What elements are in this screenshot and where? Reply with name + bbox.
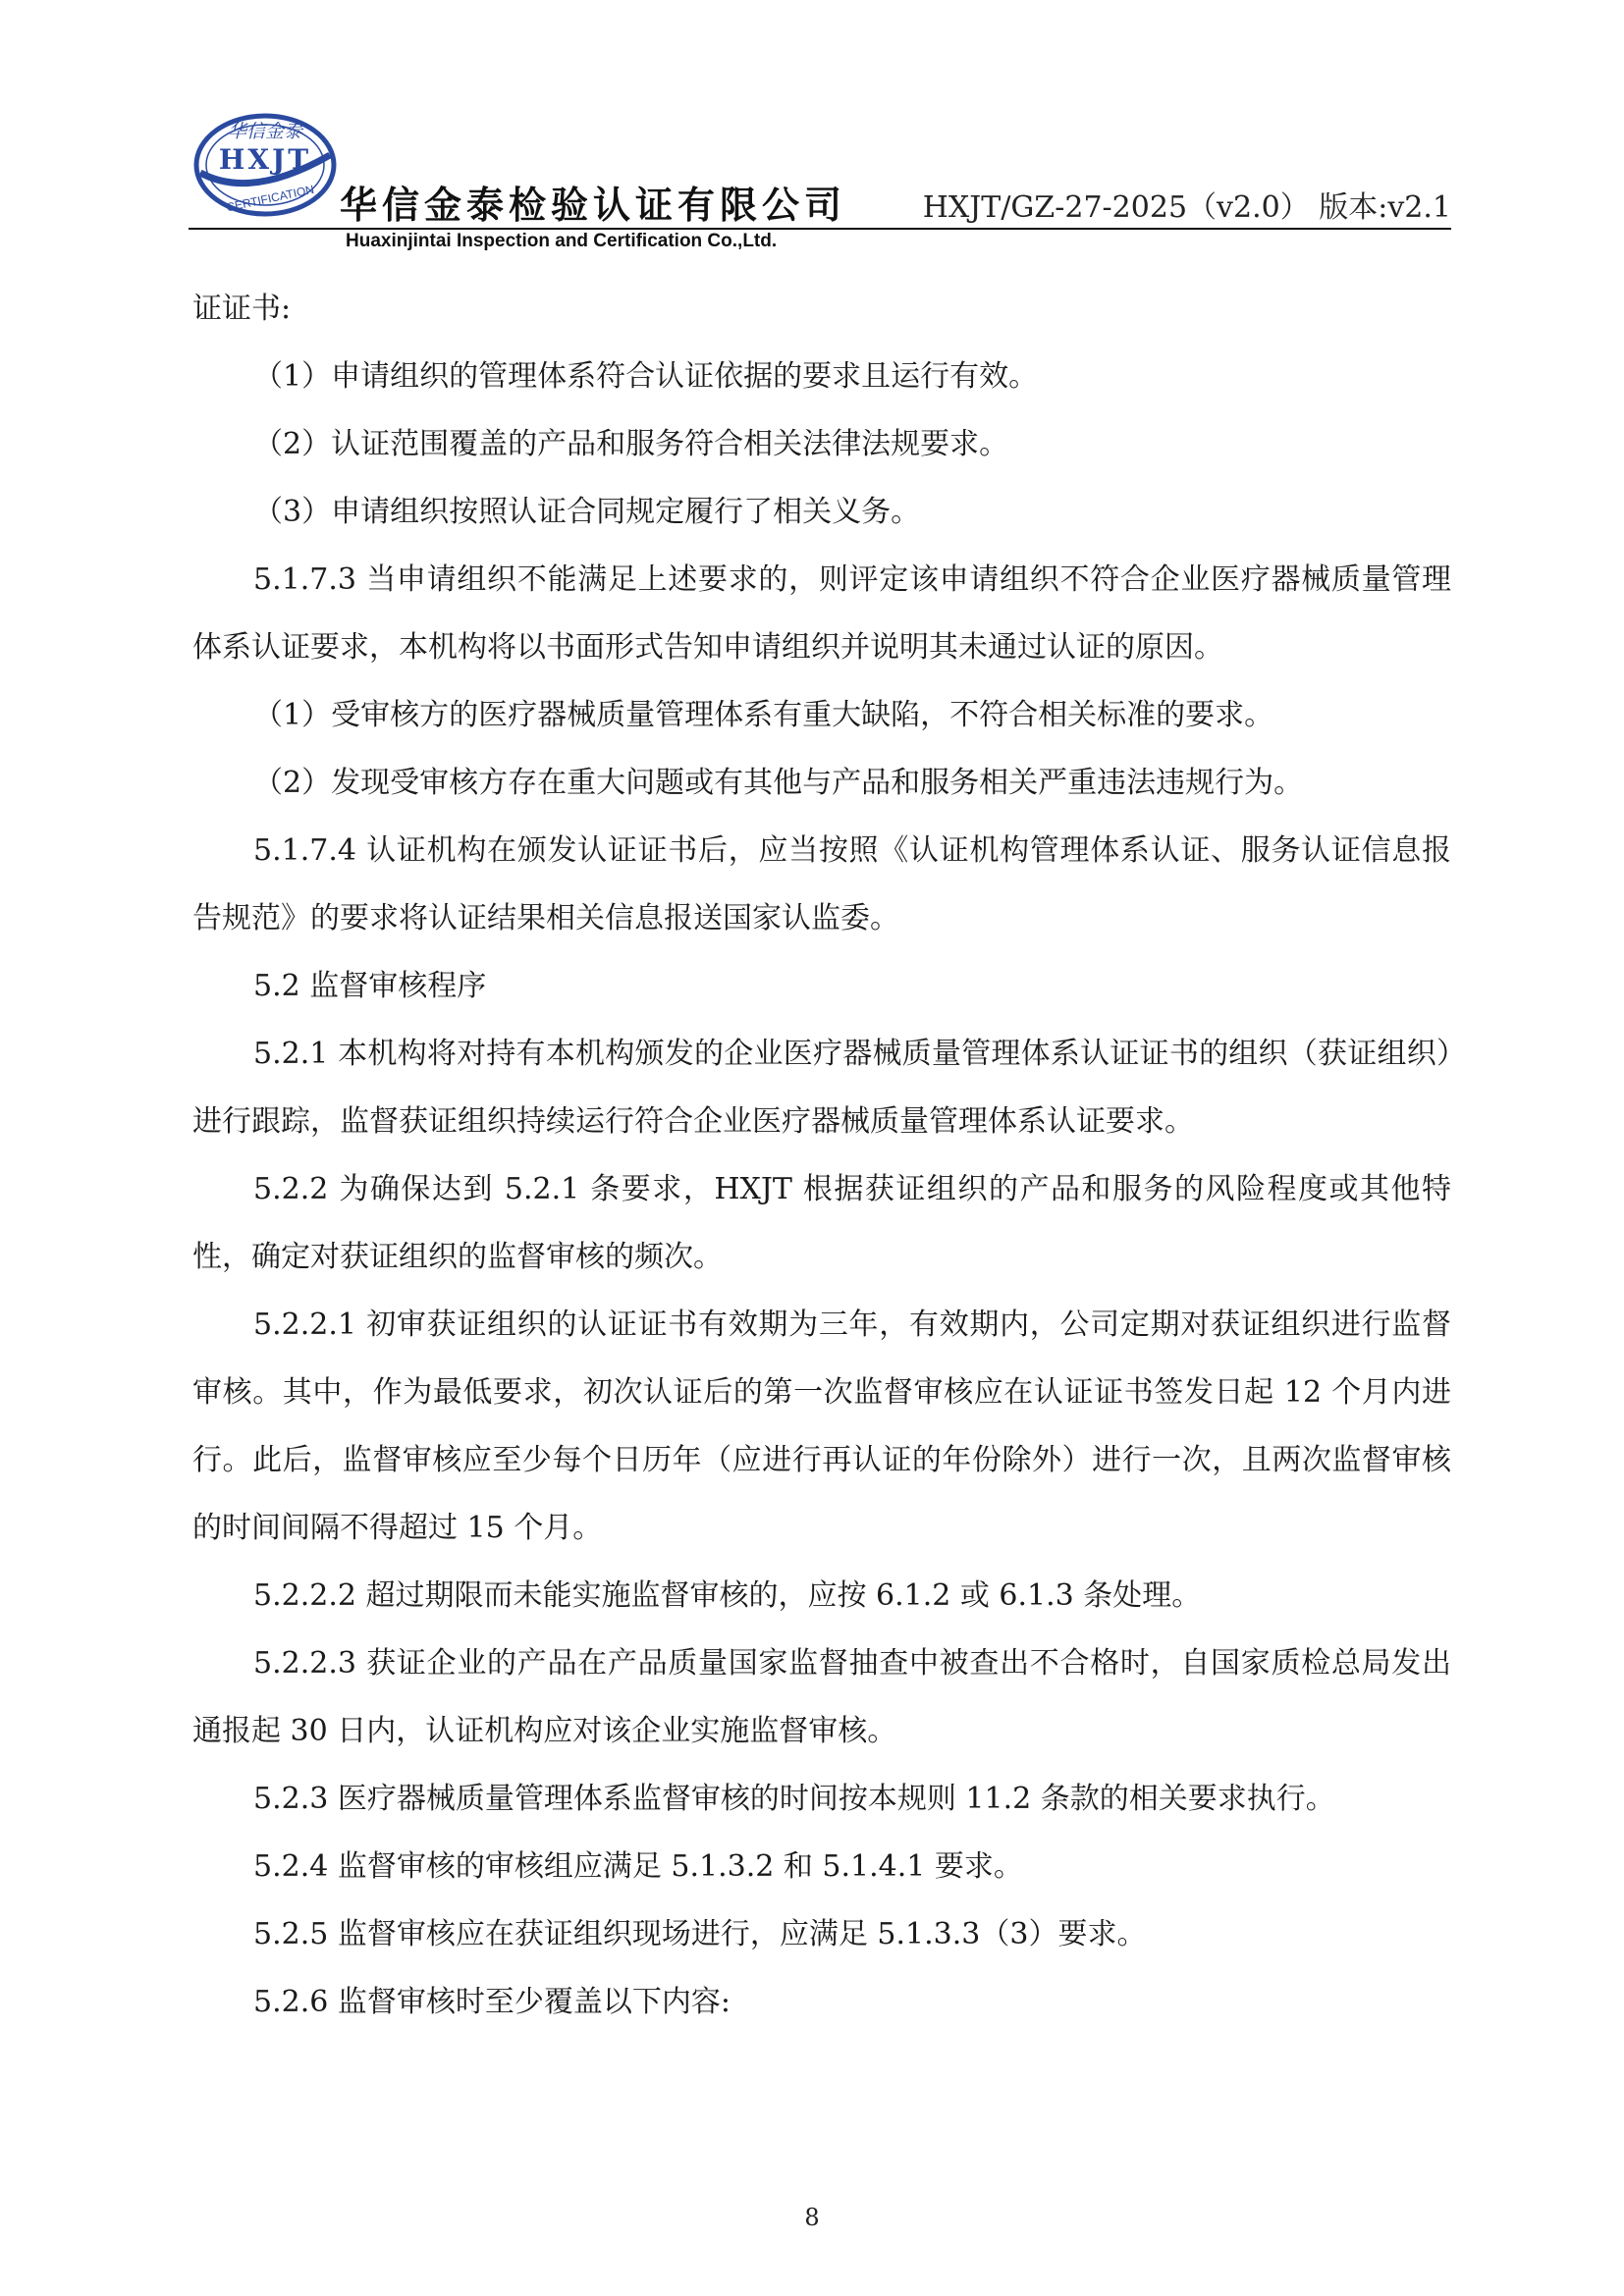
paragraph: （3）申请组织按照认证合同规定履行了相关义务。 [253, 495, 921, 529]
paragraph: 5.1.7.3 当申请组织不能满足上述要求的，则评定该申请组织不符合企业医疗器械质量管理体系认证要求，本机构将以书面形式告知申请组织并说明其未通过认证的原因。 [192, 562, 1451, 665]
paragraph: 5.2.3 医疗器械质量管理体系监督审核的时间按本规则 11.2 条款的相关要求执行。 [253, 1782, 1335, 1816]
paragraph: 5.2.5 监督审核应在获证组织现场进行，应满足 5.1.3.3（3）要求。 [253, 1917, 1147, 1951]
company-name-cn: 华信金泰检验认证有限公司 [340, 184, 847, 227]
paragraph: 证证书: [192, 292, 292, 326]
logo-middle-text: HXJT [218, 143, 312, 176]
paragraph: （1）受审核方的医疗器械质量管理体系有重大缺陷，不符合相关标准的要求。 [253, 698, 1274, 732]
paragraph: 5.1.7.4 认证机构在颁发认证证书后，应当按照《认证机构管理体系认证、服务认证信息报告规范》的要求将认证结果相关信息报送国家认监委。 [192, 833, 1451, 935]
document-body [192, 275, 1451, 2036]
section-heading: 5.2 监督审核程序 [253, 969, 487, 1003]
company-name-en: Huaxinjintai Inspection and Certification Co.,Ltd. [346, 231, 778, 251]
paragraph: 5.2.1 本机构将对持有本机构颁发的企业医疗器械质量管理体系认证证书的组织（获证组织）进行跟踪，监督获证组织持续运行符合企业医疗器械质量管理体系认证要求。 [192, 1037, 1451, 1139]
paragraph: 5.2.2.1 初审获证组织的认证证书有效期为三年，有效期内，公司定期对获证组织进行监督审核。其中，作为最低要求，初次认证后的第一次监督审核应在认证证书签发日起 12 个月内进行。此后，监督审核应至少每个日历年（应进行再认证的年份除外）进行一次，且两次监督审核的时间间隔不得超过 15 个月。 [192, 1308, 1451, 1545]
header-divider [189, 228, 1451, 230]
page-header [0, 0, 1624, 265]
paragraph: 5.2.2 为确保达到 5.2.1 条要求，HXJT 根据获证组织的产品和服务的风险程度或其他特性，确定对获证组织的监督审核的频次。 [192, 1172, 1451, 1274]
paragraph: （2）认证范围覆盖的产品和服务符合相关法律法规要求。 [253, 427, 1009, 461]
paragraph: （1）申请组织的管理体系符合认证依据的要求且运行有效。 [253, 359, 1039, 394]
paragraph: 5.2.2.2 超过期限而未能实施监督审核的，应按 6.1.2 或 6.1.3 条处理。 [253, 1578, 1202, 1613]
paragraph: （2）发现受审核方存在重大问题或有其他与产品和服务相关严重违法违规行为。 [253, 766, 1304, 800]
logo-bottom-text: CERTIFICATION [225, 182, 316, 215]
hxjt-logo [192, 110, 338, 218]
paragraph: 5.2.4 监督审核的审核组应满足 5.1.3.2 和 5.1.4.1 要求。 [253, 1849, 1023, 1884]
document-code: HXJT/GZ-27-2025（v2.0） 版本:v2.1 [922, 190, 1451, 225]
paragraph: 5.2.2.3 获证企业的产品在产品质量国家监督抽查中被查出不合格时，自国家质检总局发出通报起 30 日内，认证机构应对该企业实施监督审核。 [192, 1646, 1451, 1748]
logo-top-text: 华信金泰 [227, 121, 303, 142]
page-number: 8 [804, 2204, 820, 2231]
paragraph: 5.2.6 监督审核时至少覆盖以下内容: [253, 1985, 731, 2019]
